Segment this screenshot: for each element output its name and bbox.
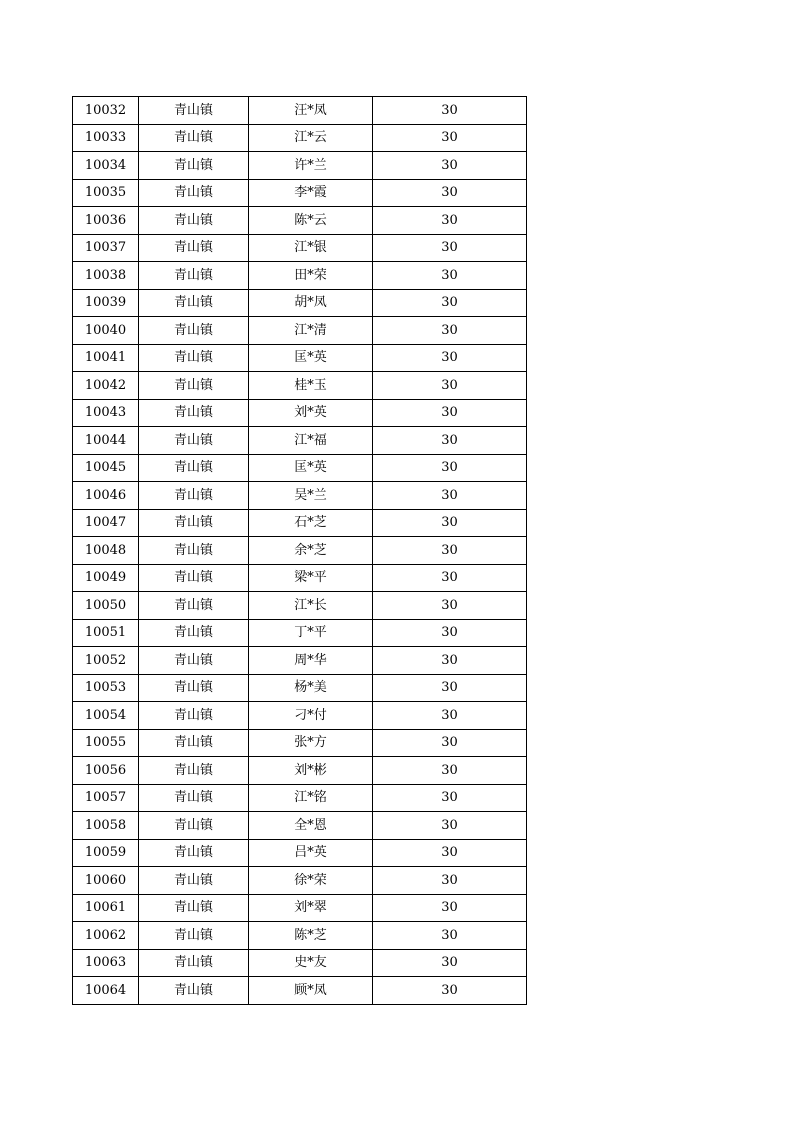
name-cell: 张*方 xyxy=(249,729,373,757)
amount-cell: 30 xyxy=(373,702,527,730)
record-id-cell: 10043 xyxy=(73,399,139,427)
table-row xyxy=(73,124,527,152)
town-cell: 青山镇 xyxy=(139,317,249,345)
table-row xyxy=(73,207,527,235)
name-cell: 刘*英 xyxy=(249,399,373,427)
town-cell: 青山镇 xyxy=(139,784,249,812)
name-cell: 丁*平 xyxy=(249,619,373,647)
town-cell: 青山镇 xyxy=(139,674,249,702)
name-cell: 陈*芝 xyxy=(249,922,373,950)
table-row xyxy=(73,647,527,675)
amount-cell: 30 xyxy=(373,784,527,812)
record-id-cell: 10037 xyxy=(73,234,139,262)
amount-cell: 30 xyxy=(373,124,527,152)
table-row xyxy=(73,922,527,950)
town-cell: 青山镇 xyxy=(139,922,249,950)
record-id-cell: 10051 xyxy=(73,619,139,647)
amount-cell: 30 xyxy=(373,647,527,675)
record-id-cell: 10059 xyxy=(73,839,139,867)
table-row xyxy=(73,674,527,702)
name-cell: 周*华 xyxy=(249,647,373,675)
table-row xyxy=(73,427,527,455)
record-id-cell: 10048 xyxy=(73,537,139,565)
table-row xyxy=(73,784,527,812)
town-cell: 青山镇 xyxy=(139,564,249,592)
table-row xyxy=(73,152,527,180)
amount-cell: 30 xyxy=(373,977,527,1005)
amount-cell: 30 xyxy=(373,509,527,537)
table-row xyxy=(73,812,527,840)
amount-cell: 30 xyxy=(373,619,527,647)
record-id-cell: 10054 xyxy=(73,702,139,730)
town-cell: 青山镇 xyxy=(139,124,249,152)
table-row xyxy=(73,509,527,537)
name-cell: 顾*凤 xyxy=(249,977,373,1005)
amount-cell: 30 xyxy=(373,262,527,290)
record-id-cell: 10057 xyxy=(73,784,139,812)
record-id-cell: 10034 xyxy=(73,152,139,180)
name-cell: 徐*荣 xyxy=(249,867,373,895)
name-cell: 吕*英 xyxy=(249,839,373,867)
table-row xyxy=(73,977,527,1005)
record-id-cell: 10056 xyxy=(73,757,139,785)
table-row xyxy=(73,757,527,785)
table-row xyxy=(73,179,527,207)
amount-cell: 30 xyxy=(373,812,527,840)
amount-cell: 30 xyxy=(373,949,527,977)
name-cell: 李*霞 xyxy=(249,179,373,207)
table-row xyxy=(73,839,527,867)
record-id-cell: 10046 xyxy=(73,482,139,510)
name-cell: 江*清 xyxy=(249,317,373,345)
table-row xyxy=(73,262,527,290)
record-id-cell: 10033 xyxy=(73,124,139,152)
table-row xyxy=(73,537,527,565)
table-row xyxy=(73,454,527,482)
record-id-cell: 10041 xyxy=(73,344,139,372)
record-id-cell: 10062 xyxy=(73,922,139,950)
name-cell: 刘*彬 xyxy=(249,757,373,785)
amount-cell: 30 xyxy=(373,289,527,317)
amount-cell: 30 xyxy=(373,729,527,757)
amount-cell: 30 xyxy=(373,372,527,400)
record-id-cell: 10063 xyxy=(73,949,139,977)
amount-cell: 30 xyxy=(373,482,527,510)
amount-cell: 30 xyxy=(373,922,527,950)
table-row xyxy=(73,399,527,427)
record-id-cell: 10036 xyxy=(73,207,139,235)
record-id-cell: 10050 xyxy=(73,592,139,620)
town-cell: 青山镇 xyxy=(139,454,249,482)
record-id-cell: 10064 xyxy=(73,977,139,1005)
amount-cell: 30 xyxy=(373,674,527,702)
record-id-cell: 10055 xyxy=(73,729,139,757)
town-cell: 青山镇 xyxy=(139,207,249,235)
town-cell: 青山镇 xyxy=(139,262,249,290)
amount-cell: 30 xyxy=(373,179,527,207)
town-cell: 青山镇 xyxy=(139,757,249,785)
name-cell: 江*银 xyxy=(249,234,373,262)
table-row xyxy=(73,619,527,647)
name-cell: 杨*美 xyxy=(249,674,373,702)
table-row xyxy=(73,97,527,125)
name-cell: 江*福 xyxy=(249,427,373,455)
table-row xyxy=(73,702,527,730)
amount-cell: 30 xyxy=(373,867,527,895)
town-cell: 青山镇 xyxy=(139,427,249,455)
table-row xyxy=(73,317,527,345)
name-cell: 刘*翠 xyxy=(249,894,373,922)
name-cell: 田*荣 xyxy=(249,262,373,290)
table-row xyxy=(73,344,527,372)
name-cell: 许*兰 xyxy=(249,152,373,180)
amount-cell: 30 xyxy=(373,317,527,345)
town-cell: 青山镇 xyxy=(139,152,249,180)
record-id-cell: 10032 xyxy=(73,97,139,125)
name-cell: 梁*平 xyxy=(249,564,373,592)
amount-cell: 30 xyxy=(373,207,527,235)
name-cell: 全*恩 xyxy=(249,812,373,840)
name-cell: 匡*英 xyxy=(249,344,373,372)
town-cell: 青山镇 xyxy=(139,509,249,537)
town-cell: 青山镇 xyxy=(139,482,249,510)
record-id-cell: 10044 xyxy=(73,427,139,455)
record-id-cell: 10045 xyxy=(73,454,139,482)
name-cell: 刁*付 xyxy=(249,702,373,730)
name-cell: 江*长 xyxy=(249,592,373,620)
amount-cell: 30 xyxy=(373,344,527,372)
town-cell: 青山镇 xyxy=(139,894,249,922)
records-body xyxy=(73,97,527,1005)
name-cell: 桂*玉 xyxy=(249,372,373,400)
name-cell: 江*云 xyxy=(249,124,373,152)
table-row xyxy=(73,592,527,620)
record-id-cell: 10042 xyxy=(73,372,139,400)
record-id-cell: 10040 xyxy=(73,317,139,345)
record-id-cell: 10035 xyxy=(73,179,139,207)
amount-cell: 30 xyxy=(373,399,527,427)
record-id-cell: 10049 xyxy=(73,564,139,592)
town-cell: 青山镇 xyxy=(139,977,249,1005)
town-cell: 青山镇 xyxy=(139,234,249,262)
record-id-cell: 10053 xyxy=(73,674,139,702)
name-cell: 余*芝 xyxy=(249,537,373,565)
record-id-cell: 10060 xyxy=(73,867,139,895)
town-cell: 青山镇 xyxy=(139,812,249,840)
name-cell: 匡*英 xyxy=(249,454,373,482)
town-cell: 青山镇 xyxy=(139,592,249,620)
name-cell: 汪*凤 xyxy=(249,97,373,125)
records-table xyxy=(72,96,527,1005)
amount-cell: 30 xyxy=(373,592,527,620)
town-cell: 青山镇 xyxy=(139,179,249,207)
amount-cell: 30 xyxy=(373,564,527,592)
town-cell: 青山镇 xyxy=(139,289,249,317)
town-cell: 青山镇 xyxy=(139,399,249,427)
amount-cell: 30 xyxy=(373,427,527,455)
table-row xyxy=(73,867,527,895)
town-cell: 青山镇 xyxy=(139,97,249,125)
name-cell: 胡*凤 xyxy=(249,289,373,317)
town-cell: 青山镇 xyxy=(139,647,249,675)
town-cell: 青山镇 xyxy=(139,537,249,565)
name-cell: 石*芝 xyxy=(249,509,373,537)
amount-cell: 30 xyxy=(373,454,527,482)
record-id-cell: 10038 xyxy=(73,262,139,290)
town-cell: 青山镇 xyxy=(139,729,249,757)
table-row xyxy=(73,482,527,510)
name-cell: 吴*兰 xyxy=(249,482,373,510)
table-row xyxy=(73,289,527,317)
amount-cell: 30 xyxy=(373,894,527,922)
town-cell: 青山镇 xyxy=(139,619,249,647)
town-cell: 青山镇 xyxy=(139,867,249,895)
record-id-cell: 10058 xyxy=(73,812,139,840)
record-id-cell: 10052 xyxy=(73,647,139,675)
record-id-cell: 10047 xyxy=(73,509,139,537)
table-row xyxy=(73,234,527,262)
table-row xyxy=(73,949,527,977)
amount-cell: 30 xyxy=(373,537,527,565)
amount-cell: 30 xyxy=(373,234,527,262)
amount-cell: 30 xyxy=(373,839,527,867)
name-cell: 江*铭 xyxy=(249,784,373,812)
table-row xyxy=(73,729,527,757)
name-cell: 陈*云 xyxy=(249,207,373,235)
amount-cell: 30 xyxy=(373,757,527,785)
town-cell: 青山镇 xyxy=(139,344,249,372)
town-cell: 青山镇 xyxy=(139,839,249,867)
amount-cell: 30 xyxy=(373,97,527,125)
town-cell: 青山镇 xyxy=(139,702,249,730)
town-cell: 青山镇 xyxy=(139,949,249,977)
record-id-cell: 10061 xyxy=(73,894,139,922)
name-cell: 史*友 xyxy=(249,949,373,977)
table-row xyxy=(73,564,527,592)
table-row xyxy=(73,894,527,922)
town-cell: 青山镇 xyxy=(139,372,249,400)
record-id-cell: 10039 xyxy=(73,289,139,317)
table-row xyxy=(73,372,527,400)
amount-cell: 30 xyxy=(373,152,527,180)
